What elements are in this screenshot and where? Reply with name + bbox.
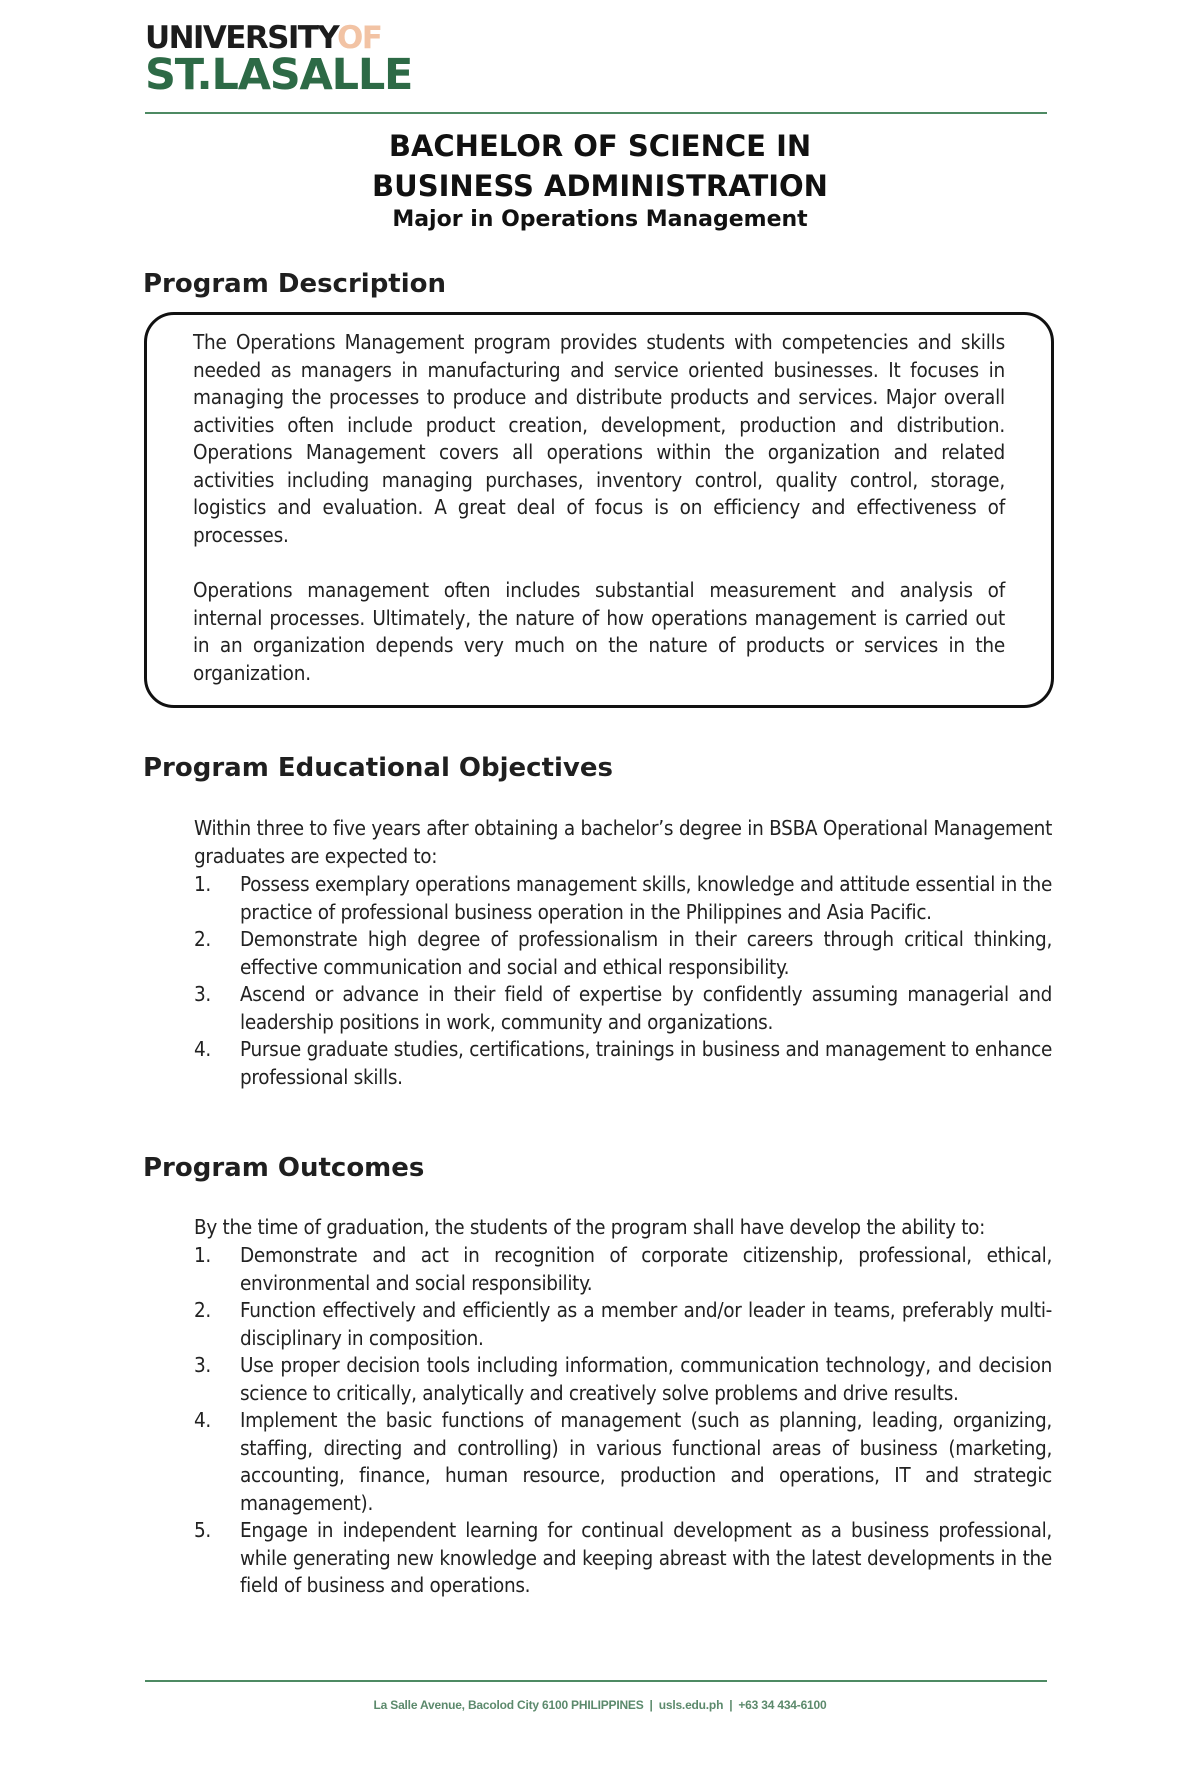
list-item-text: Demonstrate high degree of professionalism in their careers through critical thinking, effective communication and social and ethical responsibility. <box>240 927 1052 979</box>
list-item <box>194 1352 1052 1407</box>
outcomes-list <box>194 1242 1052 1600</box>
list-item <box>194 926 1052 981</box>
footer-separator: | <box>649 1698 653 1712</box>
list-item-text: Use proper decision tools including information, communication technology, and decision science to critically, analytically and creatively solve problems and drive results. <box>240 1353 1052 1405</box>
objectives-heading: Program Educational Objectives <box>143 753 613 783</box>
list-item-text: Demonstrate and act in recognition of corporate citizenship, professional, ethical, environmental and social responsibility. <box>240 1243 1052 1295</box>
program-description-box <box>144 312 1054 708</box>
list-item <box>194 871 1052 926</box>
list-item-text: Possess exemplary operations management skills, knowledge and attitude essential in the practice of professional business operation in the Philippines and Asia Pacific. <box>240 872 1052 924</box>
list-item-text: Pursue graduate studies, certifications, trainings in business and management to enhance professional skills. <box>240 1037 1052 1089</box>
list-number: 2. <box>194 1298 211 1322</box>
list-item-text: Ascend or advance in their field of expertise by confidently assuming managerial and leadership positions in work, community and organizations. <box>240 982 1052 1034</box>
list-number: 1. <box>194 1243 211 1267</box>
list-number: 5. <box>194 1518 211 1542</box>
list-number: 3. <box>194 1353 211 1377</box>
list-number: 1. <box>194 872 211 896</box>
list-item-text: Function effectively and efficiently as a member and/or leader in teams, preferably multi-disciplinary in composition. <box>240 1298 1052 1350</box>
list-item <box>194 1242 1052 1297</box>
objectives-list <box>194 871 1052 1091</box>
logo-of-text: OF <box>337 20 382 56</box>
logo-name-text: ST.LASALLE <box>145 50 413 100</box>
list-item-text: Implement the basic functions of management (such as planning, leading, organizing, staffing, directing and controlling) in various functional areas of business (marketing, accounting, finance, human resource, production and operations, IT and strategic management). <box>240 1408 1052 1515</box>
description-paragraph-1: The Operations Management program provides students with competencies and skills needed as managers in manufacturing and service oriented businesses. It focuses in managing the processes to produce and distribute products and services. Major overall activities often include product creation, development, production and distribution. Operations Management covers all operations within the organization and related activities including managing purchases, inventory control, quality control, storage, logistics and evaluation. A great deal of focus is on efficiency and effectiveness of processes. <box>193 330 1005 547</box>
university-logo <box>145 20 413 100</box>
header-divider <box>145 112 1047 114</box>
footer-website: usls.edu.ph <box>658 1698 724 1712</box>
outcomes-intro: By the time of graduation, the students of the program shall have develop the ability to: <box>194 1215 986 1239</box>
outcomes-heading: Program Outcomes <box>143 1153 425 1183</box>
major-subtitle: Major in Operations Management <box>392 207 808 232</box>
footer-divider <box>145 1680 1047 1682</box>
title-line-2: BUSINESS ADMINISTRATION <box>372 169 828 203</box>
document-title <box>0 126 1200 234</box>
footer-phone: +63 34 434-6100 <box>738 1698 827 1712</box>
program-description-heading: Program Description <box>143 269 447 299</box>
footer-address: La Salle Avenue, Bacolod City 6100 PHILIPPINES <box>373 1698 644 1712</box>
objectives-intro: Within three to five years after obtaining a bachelor’s degree in BSBA Operational Management graduates are expected to: <box>194 816 1052 868</box>
list-item-text: Engage in independent learning for continual development as a business professional, while generating new knowledge and keeping abreast with the latest developments in the field of business and operations. <box>240 1518 1052 1597</box>
list-number: 3. <box>194 982 211 1006</box>
list-number: 2. <box>194 927 211 951</box>
list-number: 4. <box>194 1037 211 1061</box>
list-item <box>194 981 1052 1036</box>
list-item <box>194 1517 1052 1600</box>
footer-separator: | <box>729 1698 733 1712</box>
list-item <box>194 1407 1052 1517</box>
list-item <box>194 1036 1052 1091</box>
list-number: 4. <box>194 1408 211 1432</box>
list-item <box>194 1297 1052 1352</box>
footer <box>0 1698 1200 1712</box>
logo-university-text: UNIVERSITY <box>145 20 338 56</box>
title-line-1: BACHELOR OF SCIENCE IN <box>388 129 812 163</box>
description-paragraph-2: Operations management often includes substantial measurement and analysis of internal processes. Ultimately, the nature of how operations management is carried out in an organization depends very much on the nature of products or services in the organization. <box>193 578 1005 685</box>
